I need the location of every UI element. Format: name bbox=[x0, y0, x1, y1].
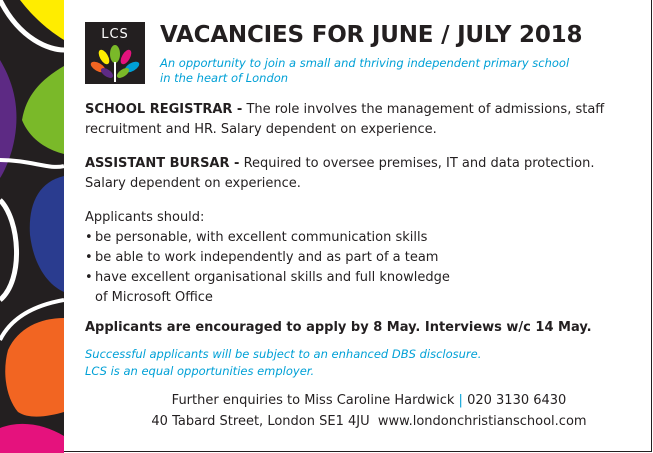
equal-opportunities-note: LCS is an equal opportunities employer. bbox=[85, 364, 315, 378]
registrar-heading: SCHOOL REGISTRAR - bbox=[85, 102, 243, 117]
requirements-list bbox=[85, 228, 625, 288]
registrar-vacancy bbox=[85, 100, 625, 140]
logo-text: LCS bbox=[101, 27, 129, 42]
subtitle-line-2: in the heart of London bbox=[160, 71, 289, 85]
dbs-note: Successful applicants will be subject to an enhanced DBS disclosure. bbox=[85, 347, 482, 361]
bursar-vacancy bbox=[85, 154, 625, 194]
page-title: VACANCIES FOR JUNE / JULY 2018 bbox=[160, 22, 583, 48]
disclosure-note bbox=[85, 346, 481, 380]
subtitle-line-1: An opportunity to join a small and thriving independent primary school bbox=[160, 56, 570, 70]
address: 40 Tabard Street, London SE1 4JU bbox=[151, 414, 370, 429]
contact-details bbox=[84, 390, 653, 432]
list-item: • have excellent organisational skills and full knowledge bbox=[85, 268, 625, 288]
list-item: • be able to work independently and as part of a team bbox=[85, 248, 625, 268]
registrar-description: The role involves the management of admissions, staff recruitment and HR. Salary dependent on experience. bbox=[85, 102, 605, 137]
separator: | bbox=[458, 393, 463, 408]
lcs-logo bbox=[85, 22, 145, 84]
applicant-requirements bbox=[85, 208, 625, 308]
application-deadline: Applicants are encouraged to apply by 8 May. Interviews w/c 14 May. bbox=[85, 320, 592, 335]
list-item: • be personable, with excellent communication skills bbox=[85, 228, 625, 248]
phone-number[interactable]: 020 3130 6430 bbox=[467, 393, 567, 408]
tree-leaves-icon bbox=[85, 42, 145, 84]
decorative-stripe-border bbox=[0, 0, 64, 453]
website-link[interactable]: www.londonchristianschool.com bbox=[377, 414, 587, 429]
enquiries-contact: Further enquiries to Miss Caroline Hardwick bbox=[171, 393, 455, 408]
page-subtitle bbox=[160, 56, 600, 86]
requirements-continuation: of Microsoft Office bbox=[95, 290, 213, 305]
bursar-heading: ASSISTANT BURSAR - bbox=[85, 156, 240, 171]
bursar-description: Required to oversee premises, IT and data protection. Salary dependent on experience. bbox=[85, 156, 595, 191]
requirements-intro: Applicants should: bbox=[85, 210, 205, 225]
